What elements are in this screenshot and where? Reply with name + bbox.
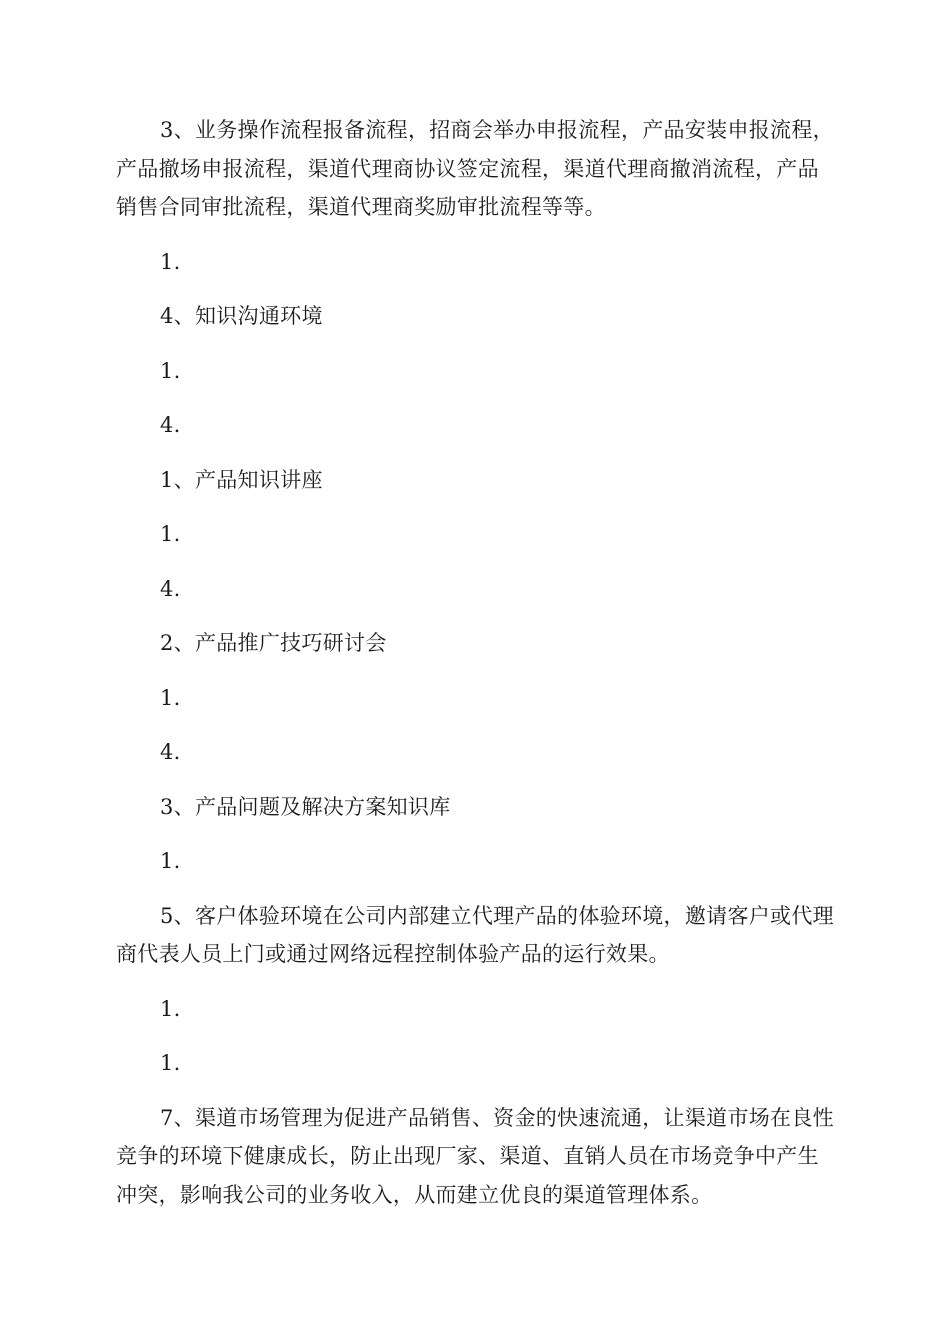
paragraph-knowledge-base: 3、产品问题及解决方案知识库: [160, 794, 451, 819]
paragraph-marker: 4.: [160, 413, 181, 437]
paragraph-marker: 1.: [160, 1051, 181, 1075]
paragraph-marker: 4.: [160, 740, 181, 764]
paragraph-channel-management: 7、渠道市场管理为促进产品销售、资金的快速流通，让渠道市场在良性竞争的环境下健康成长，防止出现厂家、渠道、直销人员在市场竞争中产生冲突，影响我公司的业务收入，从而建立优良的渠道管理体系。: [116, 1105, 834, 1207]
paragraph-knowledge-environment: 4、知识沟通环境: [160, 304, 323, 328]
paragraph-process-filing: 3、业务操作流程报备流程，招商会举办申报流程，产品安装申报流程，产品撤场申报流程，渠道代理商协议签定流程，渠道代理商撤消流程，产品销售合同审批流程，渠道代理商奖励审批流程等等。: [116, 118, 834, 219]
paragraph-customer-experience: 5、客户体验环境在公司内部建立代理产品的体验环境，邀请客户或代理商代表人员上门或通过网络远程控制体验产品的运行效果。: [116, 903, 834, 966]
paragraph-marker: 4.: [160, 576, 181, 601]
paragraph-marker: 1.: [160, 685, 181, 710]
paragraph-marker: 1.: [160, 849, 181, 873]
document-body: [116, 111, 836, 1214]
paragraph-promotion-seminar: 2、产品推广技巧研讨会: [160, 631, 387, 655]
paragraph-marker: 1.: [160, 522, 181, 546]
paragraph-marker: 1.: [160, 358, 181, 383]
paragraph-marker: 1.: [160, 249, 181, 274]
paragraph-product-lecture: 1、产品知识讲座: [160, 467, 323, 492]
paragraph-marker: 1.: [160, 996, 181, 1021]
